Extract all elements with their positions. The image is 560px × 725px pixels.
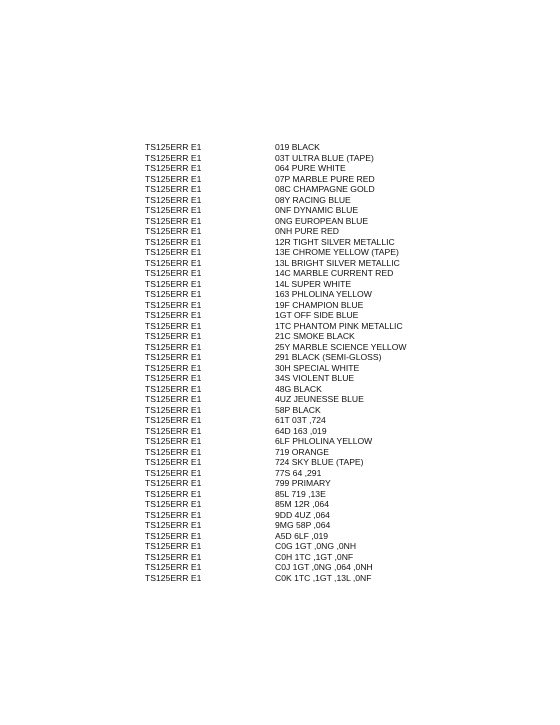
table-row [145, 195, 445, 206]
model-code-cell: TS125ERR E1 [145, 530, 202, 541]
model-code-cell: TS125ERR E1 [145, 173, 202, 184]
model-code-cell: TS125ERR E1 [145, 163, 202, 173]
table-row [145, 520, 445, 531]
color-code-cell: C0H 1TC ,1GT ,0NF [275, 551, 354, 562]
model-code-cell: TS125ERR E1 [145, 383, 202, 394]
model-code-cell: TS125ERR E1 [145, 268, 202, 278]
color-code-cell: 799 PRIMARY [275, 478, 331, 488]
table-row [145, 352, 445, 363]
table-row [145, 237, 445, 248]
model-code-cell: TS125ERR E1 [145, 478, 202, 488]
color-code-cell: 03T ULTRA BLUE (TAPE) [275, 152, 374, 163]
table-row [145, 468, 445, 479]
color-code-cell: 064 PURE WHITE [275, 163, 346, 173]
color-code-cell: 0NH PURE RED [275, 226, 339, 236]
model-code-cell: TS125ERR E1 [145, 289, 202, 299]
table-row [145, 510, 445, 521]
table-row [145, 342, 445, 353]
table-row [145, 478, 445, 489]
table-row [145, 310, 445, 321]
model-code-cell: TS125ERR E1 [145, 425, 202, 436]
table-row [145, 331, 445, 342]
table-row [145, 457, 445, 468]
table-row [145, 384, 445, 395]
color-code-cell: C0K 1TC ,1GT ,13L ,0NF [275, 572, 372, 583]
color-code-cell: 0NF DYNAMIC BLUE [275, 205, 359, 215]
color-code-cell: 34S VIOLENT BLUE [275, 373, 355, 383]
model-code-cell: TS125ERR E1 [145, 184, 202, 194]
color-code-cell: 64D 163 ,019 [275, 425, 327, 436]
model-code-cell: TS125ERR E1 [145, 457, 202, 467]
model-code-cell: TS125ERR E1 [145, 310, 202, 320]
color-code-cell: C0G 1GT ,0NG ,0NH [275, 541, 357, 551]
color-code-cell: 58P BLACK [275, 404, 321, 415]
color-code-cell: 724 SKY BLUE (TAPE) [275, 457, 364, 467]
color-code-cell: 08C CHAMPAGNE GOLD [275, 184, 375, 194]
table-row [145, 258, 445, 269]
model-code-cell: TS125ERR E1 [145, 499, 202, 509]
table-row [145, 531, 445, 542]
model-code-cell: TS125ERR E1 [145, 247, 202, 257]
table-row [145, 226, 445, 237]
table-row [145, 163, 445, 174]
model-code-cell: TS125ERR E1 [145, 142, 202, 152]
table-row [145, 415, 445, 426]
table-row [145, 300, 445, 311]
color-code-cell: 25Y MARBLE SCIENCE YELLOW [275, 341, 407, 352]
model-code-cell: TS125ERR E1 [145, 404, 202, 415]
table-row [145, 499, 445, 510]
model-code-cell: TS125ERR E1 [145, 415, 202, 425]
table-row [145, 184, 445, 195]
table-row [145, 436, 445, 447]
model-code-cell: TS125ERR E1 [145, 373, 202, 383]
model-code-cell: TS125ERR E1 [145, 467, 202, 478]
table-row [145, 268, 445, 279]
color-code-cell: 21C SMOKE BLACK [275, 331, 355, 341]
model-code-cell: TS125ERR E1 [145, 152, 202, 163]
color-code-cell: 48G BLACK [275, 383, 322, 394]
color-code-cell: 19F CHAMPION BLUE [275, 299, 364, 310]
model-color-table [145, 142, 445, 583]
color-code-cell: 14C MARBLE CURRENT RED [275, 268, 394, 278]
table-row [145, 541, 445, 552]
model-code-cell: TS125ERR E1 [145, 299, 202, 310]
table-row [145, 562, 445, 573]
color-code-cell: 07P MARBLE PURE RED [275, 173, 375, 184]
model-code-cell: TS125ERR E1 [145, 226, 202, 236]
table-row [145, 447, 445, 458]
model-code-cell: TS125ERR E1 [145, 572, 202, 583]
model-code-cell: TS125ERR E1 [145, 551, 202, 562]
table-row [145, 363, 445, 374]
table-row [145, 321, 445, 332]
model-code-cell: TS125ERR E1 [145, 352, 202, 362]
table-row [145, 405, 445, 416]
color-code-cell: 1GT OFF SIDE BLUE [275, 310, 359, 320]
model-code-cell: TS125ERR E1 [145, 331, 202, 341]
table-row [145, 247, 445, 258]
model-code-cell: TS125ERR E1 [145, 436, 202, 446]
model-code-cell: TS125ERR E1 [145, 257, 202, 268]
color-code-cell: 4UZ JEUNESSE BLUE [275, 394, 364, 404]
table-row [145, 394, 445, 405]
model-code-cell: TS125ERR E1 [145, 205, 202, 215]
color-code-cell: 719 ORANGE [275, 446, 329, 457]
color-code-cell: 14L SUPER WHITE [275, 278, 352, 289]
model-code-cell: TS125ERR E1 [145, 488, 202, 499]
model-code-cell: TS125ERR E1 [145, 320, 202, 331]
model-code-cell: TS125ERR E1 [145, 362, 202, 373]
color-code-cell: 291 BLACK (SEMI-GLOSS) [275, 352, 382, 362]
color-code-cell: 77S 64 ,291 [275, 467, 322, 478]
color-code-cell: 85M 12R ,064 [275, 499, 329, 509]
table-row [145, 489, 445, 500]
color-code-cell: 9MG 58P ,064 [275, 520, 331, 530]
color-code-cell: 1TC PHANTOM PINK METALLIC [275, 320, 403, 331]
color-code-cell: 019 BLACK [275, 142, 320, 152]
color-code-cell: 0NG EUROPEAN BLUE [275, 215, 369, 226]
color-code-cell: 12R TIGHT SILVER METALLIC [275, 236, 395, 247]
color-code-cell: C0J 1GT ,0NG ,064 ,0NH [275, 562, 373, 572]
color-code-cell: A5D 6LF ,019 [275, 530, 329, 541]
table-row [145, 174, 445, 185]
table-row [145, 552, 445, 563]
model-code-cell: TS125ERR E1 [145, 520, 202, 530]
table-row [145, 205, 445, 216]
model-code-cell: TS125ERR E1 [145, 446, 202, 457]
color-code-cell: 9DD 4UZ ,064 [275, 509, 330, 520]
model-code-cell: TS125ERR E1 [145, 541, 202, 551]
model-code-cell: TS125ERR E1 [145, 394, 202, 404]
model-code-cell: TS125ERR E1 [145, 562, 202, 572]
color-code-cell: 30H SPECIAL WHITE [275, 362, 360, 373]
color-code-cell: 13E CHROME YELLOW (TAPE) [275, 247, 399, 257]
color-code-cell: 13L BRIGHT SILVER METALLIC [275, 257, 400, 268]
table-row [145, 216, 445, 227]
table-row [145, 142, 445, 153]
model-code-cell: TS125ERR E1 [145, 194, 202, 205]
color-code-cell: 6LF PHLOLINA YELLOW [275, 436, 373, 446]
table-row [145, 573, 445, 584]
model-code-cell: TS125ERR E1 [145, 236, 202, 247]
table-row [145, 426, 445, 437]
color-code-cell: 163 PHLOLINA YELLOW [275, 289, 372, 299]
table-row [145, 279, 445, 290]
color-code-cell: 85L 719 ,13E [275, 488, 326, 499]
model-code-cell: TS125ERR E1 [145, 215, 202, 226]
table-row [145, 373, 445, 384]
model-code-cell: TS125ERR E1 [145, 509, 202, 520]
table-row [145, 289, 445, 300]
color-code-cell: 61T 03T ,724 [275, 415, 326, 425]
model-code-cell: TS125ERR E1 [145, 341, 202, 352]
model-code-cell: TS125ERR E1 [145, 278, 202, 289]
color-code-cell: 08Y RACING BLUE [275, 194, 351, 205]
table-row [145, 153, 445, 164]
